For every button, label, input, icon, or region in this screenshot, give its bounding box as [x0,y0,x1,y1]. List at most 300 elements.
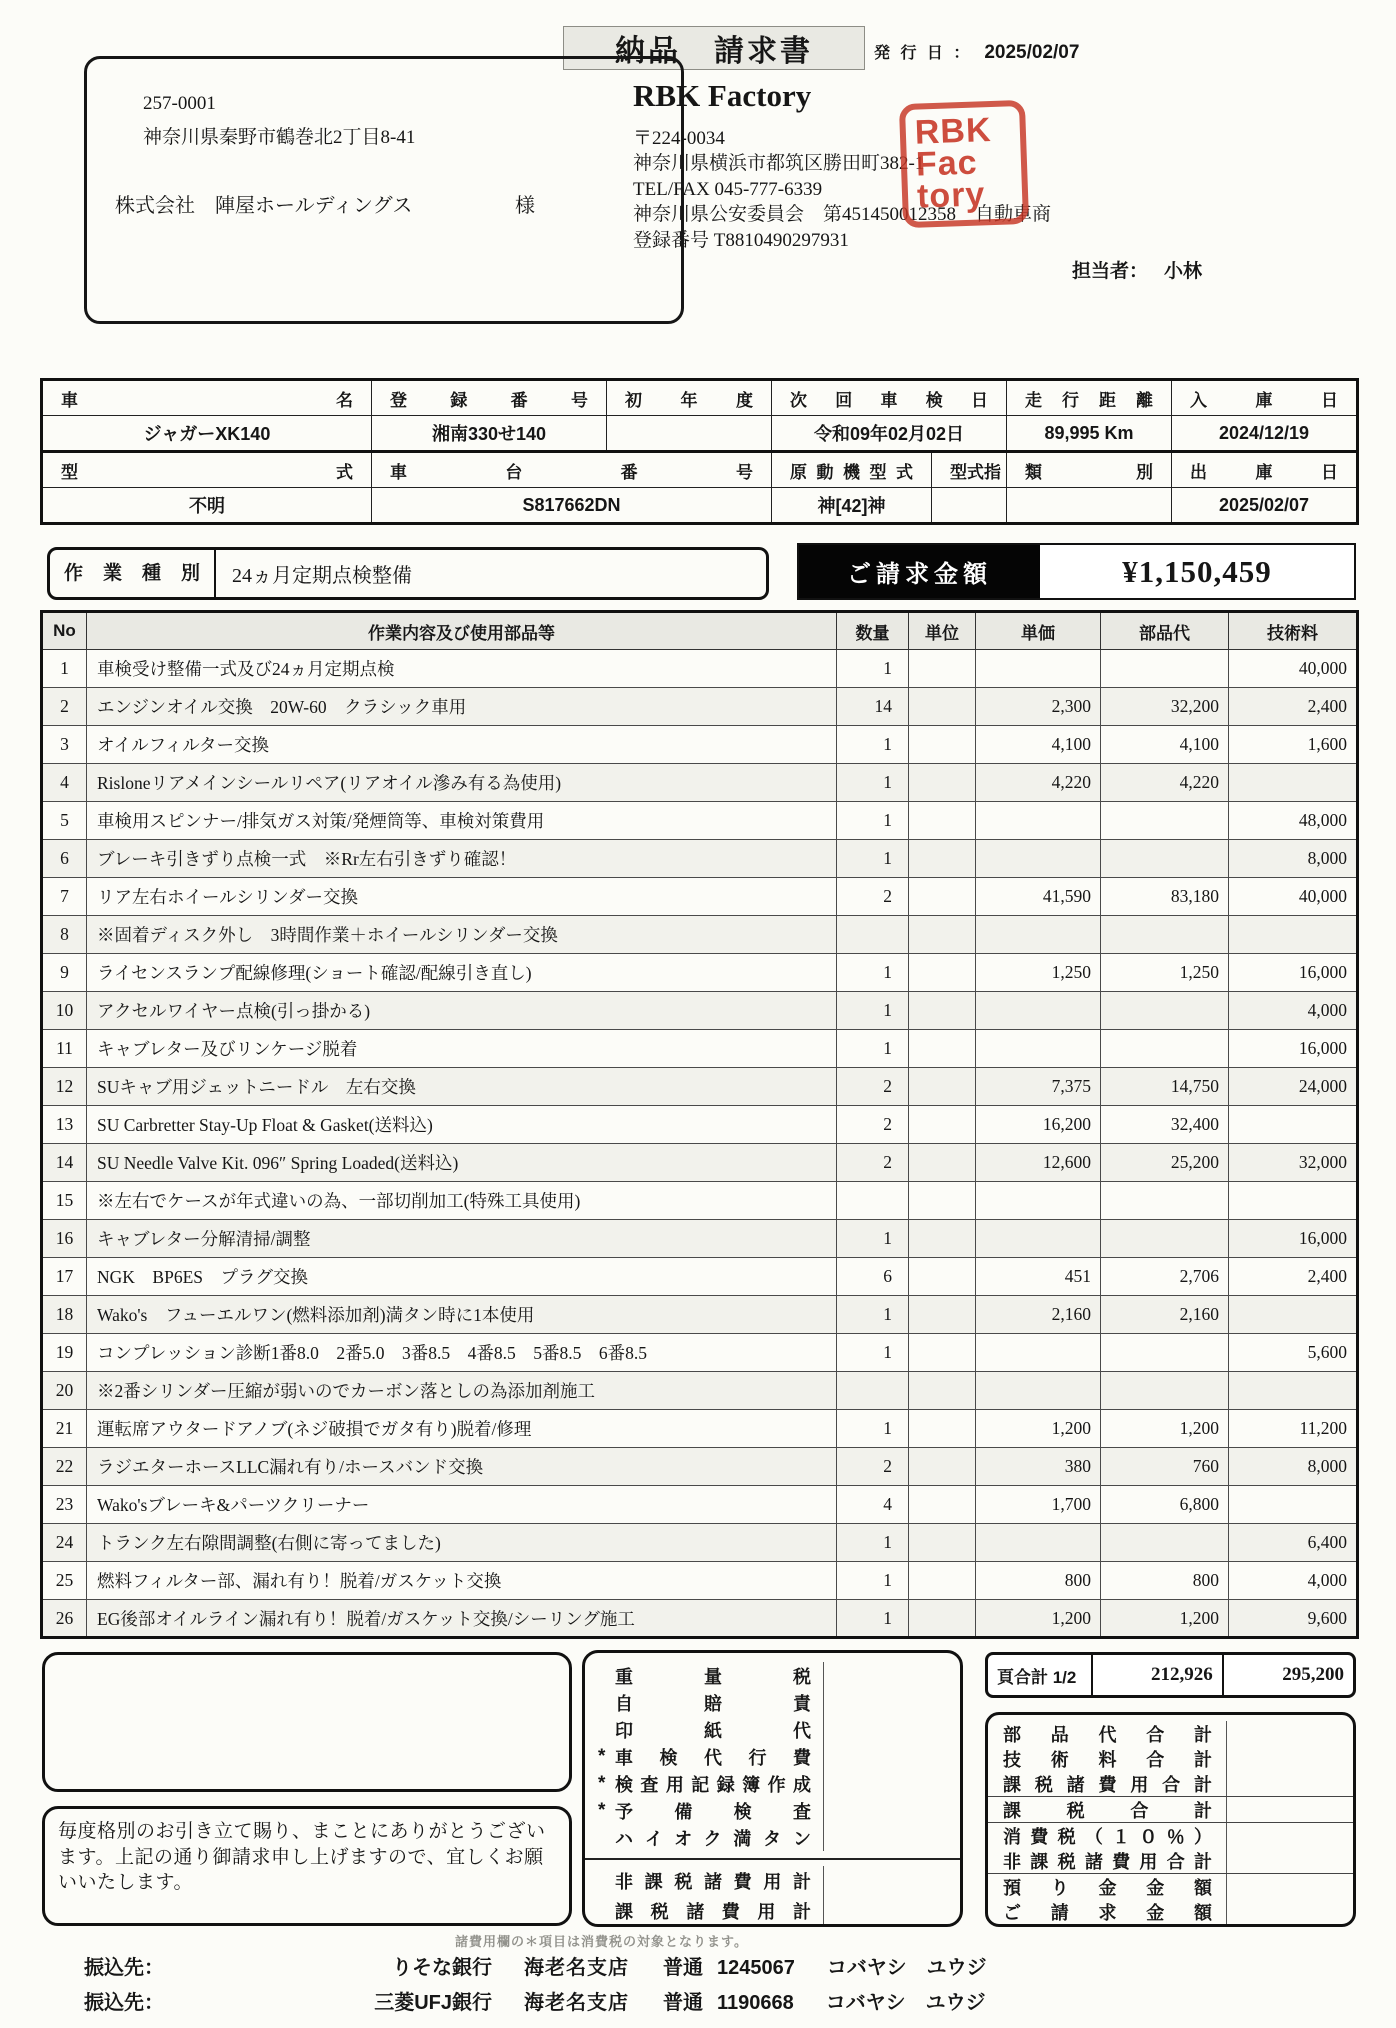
item-unit [909,1524,976,1562]
item-labor-cost: 9,600 [1229,1600,1358,1638]
fee-label: 予備検査 [615,1801,811,1822]
item-row [42,1448,1358,1486]
item-labor-cost: 2,400 [1229,688,1358,726]
vehicle-header-next-inspection: 次回車検日 [772,380,1007,416]
totals-value-cell [1226,1746,1353,1771]
fee-row-left [585,1868,823,1894]
page-total-parts: 212,926 [1091,1655,1222,1695]
item-no: 14 [42,1144,87,1182]
item-qty: 1 [837,992,909,1030]
item-parts-cost: 1,200 [1101,1410,1229,1448]
vehicle-model: 不明 [42,488,372,524]
vehicle-header-plate: 登録番号 [372,380,607,416]
item-unit [909,1486,976,1524]
vehicle-chassis-number: S817662DN [372,488,772,524]
item-unit [909,1448,976,1486]
item-no: 20 [42,1372,87,1410]
item-labor-cost: 1,600 [1229,726,1358,764]
item-no: 22 [42,1448,87,1486]
company-registration-number: 登録番号 T8810490297931 [633,229,849,251]
item-row [42,1296,1358,1334]
item-unit-price: 1,200 [976,1600,1101,1638]
item-row [42,802,1358,840]
item-no: 13 [42,1106,87,1144]
item-description: キャブレター分解清掃/調整 [87,1220,837,1258]
item-no: 21 [42,1410,87,1448]
fee-taxable-mark: * [598,1772,606,1794]
bank-transfer-line [84,1951,987,1980]
account-type: 普通 [663,1957,703,1979]
item-unit [909,1106,976,1144]
item-parts-cost [1101,802,1229,840]
item-labor-cost: 32,000 [1229,1144,1358,1182]
company-name: RBK Factory [633,78,812,113]
item-qty: 1 [837,840,909,878]
bank-branch: 海老名支店 [524,1957,629,1979]
item-description: リア左右ホイールシリンダー交換 [87,878,837,916]
item-unit-price: 1,200 [976,1410,1101,1448]
item-row [42,1030,1358,1068]
document-title: 納品 請求書 [563,26,865,70]
vehicle-header-model: 型式 [42,452,372,488]
item-labor-cost [1229,916,1358,954]
item-unit [909,992,976,1030]
item-description: コンプレッション診断1番8.0 2番5.0 3番8.5 4番8.5 5番8.5 6番8.5 [87,1334,837,1372]
vehicle-header-chassis: 車台番号 [372,452,772,488]
item-no: 16 [42,1220,87,1258]
item-qty: 2 [837,1106,909,1144]
vehicle-header-mileage: 走行距離 [1007,380,1172,416]
fees-box [582,1650,963,1927]
totals-row [988,1797,1353,1822]
fee-row [585,1866,960,1896]
vehicle-value-row-1 [42,416,1358,452]
item-labor-cost: 4,000 [1229,992,1358,1030]
item-unit-price: 1,250 [976,954,1101,992]
item-unit-price: 4,220 [976,764,1101,802]
fee-taxable-mark: * [598,1799,606,1821]
item-no: 23 [42,1486,87,1524]
item-no: 19 [42,1334,87,1372]
fee-value-cell [823,1662,960,1689]
item-parts-cost: 800 [1101,1562,1229,1600]
fee-row-left [585,1744,823,1770]
item-description: SU Needle Valve Kit. 096″ Spring Loaded(送料込) [87,1144,837,1182]
bank-name: りそな銀行 [392,1957,492,1979]
fee-label: 自賠責 [615,1693,811,1714]
item-labor-cost: 16,000 [1229,954,1358,992]
item-qty [837,916,909,954]
vehicle-first-year [607,416,772,452]
totals-value-cell [1226,1771,1353,1796]
item-unit-price: 380 [976,1448,1101,1486]
fee-row [585,1797,960,1824]
account-number: 1245067 [717,1957,795,1979]
vehicle-model-spec [932,488,1007,524]
item-no: 5 [42,802,87,840]
staff-name: 小林 [1164,261,1203,282]
totals-row [988,1771,1353,1796]
item-parts-cost [1101,1334,1229,1372]
item-row [42,1410,1358,1448]
totals-group [988,1721,1353,1796]
item-no: 2 [42,688,87,726]
item-no: 8 [42,916,87,954]
item-description: エンジンオイル交換 20W-60 クラシック車用 [87,688,837,726]
item-unit [909,764,976,802]
page-total-labor: 295,200 [1222,1655,1353,1695]
item-no: 6 [42,840,87,878]
work-items-table [40,610,1359,1639]
vehicle-header-first-year: 初年度 [607,380,772,416]
item-unit [909,726,976,764]
item-row [42,840,1358,878]
item-no: 25 [42,1562,87,1600]
totals-label: 課税合計 [1003,1800,1212,1821]
item-parts-cost: 83,180 [1101,878,1229,916]
item-qty [837,1372,909,1410]
item-unit [909,1334,976,1372]
item-labor-cost: 40,000 [1229,878,1358,916]
item-row [42,1524,1358,1562]
items-header-description: 作業内容及び使用部品等 [87,612,837,650]
item-qty: 1 [837,1524,909,1562]
staff-label: 担当者： [1072,261,1149,282]
stamp-text-line: RBK [914,111,993,152]
item-unit-price [976,1220,1101,1258]
item-labor-cost [1229,1372,1358,1410]
fees-items [585,1662,960,1851]
item-unit [909,1410,976,1448]
item-qty: 1 [837,1296,909,1334]
vehicle-info-table [40,378,1359,525]
item-parts-cost: 4,100 [1101,726,1229,764]
item-labor-cost: 48,000 [1229,802,1358,840]
item-row [42,992,1358,1030]
item-unit-price: 2,300 [976,688,1101,726]
item-parts-cost [1101,916,1229,954]
company-stamp [899,100,1029,228]
item-description: ※2番シリンダー圧縮が弱いのでカーボン落としの為添加剤施工 [87,1372,837,1410]
item-description: 車検受け整備一式及び24ヵ月定期点検 [87,650,837,688]
totals-label: 課税諸費用合計 [1003,1774,1212,1795]
item-qty: 14 [837,688,909,726]
item-description: 運転席アウタードアノブ(ネジ破損でガタ有り)脱着/修理 [87,1410,837,1448]
bank-name: 三菱UFJ銀行 [374,1992,492,2014]
items-header-row [42,612,1358,650]
item-description: 燃料フィルター部、漏れ有り！脱着/ガスケット交換 [87,1562,837,1600]
vehicle-name: ジャガーXK140 [42,416,372,452]
fee-row-left [585,1771,823,1797]
company-tel-fax: TEL/FAX 045-777-6339 [633,178,823,200]
item-description: トランク左右隙間調整(右側に寄ってました) [87,1524,837,1562]
customer-honorific: 様 [515,195,535,217]
work-type-value: 24ヵ月定期点検整備 [232,565,412,587]
item-parts-cost [1101,840,1229,878]
totals-group [988,1822,1353,1873]
item-no: 11 [42,1030,87,1068]
item-parts-cost: 760 [1101,1448,1229,1486]
vehicle-class [1007,488,1172,524]
item-parts-cost [1101,1220,1229,1258]
item-row [42,726,1358,764]
item-qty: 1 [837,1562,909,1600]
totals-row [988,1874,1353,1899]
item-unit [909,1182,976,1220]
item-unit [909,1562,976,1600]
item-row [42,688,1358,726]
fee-row [585,1689,960,1716]
fee-row-left [585,1690,823,1716]
item-description: ※左右でケースが年式違いの為、一部切削加工(特殊工具使用) [87,1182,837,1220]
vehicle-next-inspection: 令和09年02月02日 [772,416,1007,452]
item-description: ブレーキ引きずり点検一式 ※Rr左右引きずり確認！ [87,840,837,878]
totals-value-cell [1226,1874,1353,1899]
item-parts-cost: 1,250 [1101,954,1229,992]
item-unit [909,954,976,992]
item-description: SU Carbretter Stay-Up Float & Gasket(送料込) [87,1106,837,1144]
item-parts-cost: 2,160 [1101,1296,1229,1334]
issue-date-block [874,40,1079,64]
item-description: ライセンスランプ配線修理(ショート確認/配線引き直し) [87,954,837,992]
item-row [42,1486,1358,1524]
item-no: 15 [42,1182,87,1220]
item-qty: 6 [837,1258,909,1296]
item-qty: 1 [837,764,909,802]
item-no: 4 [42,764,87,802]
item-parts-cost [1101,650,1229,688]
fee-label: 印紙代 [615,1720,811,1741]
fee-row [585,1896,960,1926]
item-unit-price: 41,590 [976,878,1101,916]
fee-row-left [585,1825,823,1851]
fees-footnote: 諸費用欄の＊項目は消費税の対象となります。 [455,1934,748,1949]
memo-box [42,1652,572,1792]
fee-row [585,1716,960,1743]
totals-value-cell [1226,1797,1353,1822]
greeting-box: 毎度格別のお引き立て賜り、まことにありがとうございます。上記の通り御請求申し上げますので、宜しくお願いいたします。 [42,1806,572,1926]
items-header-labor-cost: 技術料 [1229,612,1358,650]
fee-row [585,1770,960,1797]
item-row [42,916,1358,954]
item-labor-cost: 2,400 [1229,1258,1358,1296]
fee-value-cell [823,1743,960,1770]
item-no: 24 [42,1524,87,1562]
items-header-no: No [42,612,87,650]
item-no: 7 [42,878,87,916]
item-unit-price [976,802,1101,840]
fee-taxable-mark: * [598,1745,606,1767]
fee-row-left [585,1717,823,1743]
item-unit [909,916,976,954]
page-total-bar [985,1652,1356,1698]
item-parts-cost [1101,1372,1229,1410]
item-description: オイルフィルター交換 [87,726,837,764]
item-unit [909,1144,976,1182]
vehicle-mileage: 89,995 Km [1007,416,1172,452]
item-qty: 1 [837,802,909,840]
item-unit [909,650,976,688]
item-row [42,1182,1358,1220]
fee-row-left [585,1663,823,1689]
vehicle-header-class: 類別 [1007,452,1172,488]
item-unit [909,1258,976,1296]
item-qty: 2 [837,878,909,916]
item-unit [909,878,976,916]
items-header-unit: 単位 [909,612,976,650]
item-description: キャブレター及びリンケージ脱着 [87,1030,837,1068]
totals-group [988,1796,1353,1822]
totals-label: 部品代合計 [1003,1724,1212,1745]
item-labor-cost: 24,000 [1229,1068,1358,1106]
item-row [42,1562,1358,1600]
totals-label: 技術料合計 [1003,1749,1212,1770]
account-holder: コバヤシ ユウジ [826,1957,987,1979]
account-type: 普通 [663,1992,703,2014]
page-total-label: 頁合計 1/2 [997,1667,1077,1687]
fees-subtotals [585,1858,960,1926]
item-qty: 2 [837,1068,909,1106]
item-parts-cost: 1,200 [1101,1600,1229,1638]
work-type-label: 作業種別 [50,550,216,597]
vehicle-date-out: 2025/02/07 [1172,488,1358,524]
item-parts-cost: 25,200 [1101,1144,1229,1182]
items-header-unit-price: 単価 [976,612,1101,650]
fee-value-cell [823,1770,960,1797]
item-qty: 1 [837,1600,909,1638]
item-description: SUキャブ用ジェットニードル 左右交換 [87,1068,837,1106]
fee-value-cell [823,1797,960,1824]
item-unit-price [976,1372,1101,1410]
item-no: 17 [42,1258,87,1296]
item-unit [909,840,976,878]
totals-row [988,1899,1353,1924]
totals-value-cell [1226,1848,1353,1873]
item-parts-cost: 4,220 [1101,764,1229,802]
customer-address-box [84,56,684,324]
item-unit-price [976,840,1101,878]
item-no: 12 [42,1068,87,1106]
item-qty: 2 [837,1448,909,1486]
fee-label: 車検代行費 [615,1747,811,1768]
item-no: 18 [42,1296,87,1334]
items-table-body [42,650,1358,1638]
vehicle-value-row-2 [42,488,1358,524]
item-no: 9 [42,954,87,992]
item-parts-cost: 32,400 [1101,1106,1229,1144]
item-row [42,1144,1358,1182]
fee-label: 課税諸費用計 [615,1902,811,1922]
item-labor-cost: 6,400 [1229,1524,1358,1562]
item-unit-price: 800 [976,1562,1101,1600]
fee-value-cell [823,1689,960,1716]
item-qty: 1 [837,1334,909,1372]
item-description: Risloneリアメインシールリペア(リアオイル滲み有る為使用) [87,764,837,802]
totals-group [988,1873,1353,1924]
fee-value-cell [823,1716,960,1743]
item-unit-price: 12,600 [976,1144,1101,1182]
item-parts-cost [1101,992,1229,1030]
bank-transfer-label: 振込先： [84,1992,164,2014]
item-qty: 1 [837,650,909,688]
item-no: 1 [42,650,87,688]
item-unit-price [976,650,1101,688]
item-row [42,1106,1358,1144]
issue-date-value: 2025/02/07 [984,42,1080,63]
stamp-text-line: tory [916,175,986,216]
item-unit [909,1068,976,1106]
item-labor-cost: 16,000 [1229,1220,1358,1258]
item-unit-price: 2,160 [976,1296,1101,1334]
item-unit-price: 7,375 [976,1068,1101,1106]
grand-totals-box [985,1712,1356,1927]
fee-label: ハイオク満タン [615,1828,811,1849]
item-description: NGK BP6ES プラグ交換 [87,1258,837,1296]
item-description: ※固着ディスク外し 3時間作業＋ホイールシリンダー交換 [87,916,837,954]
item-labor-cost: 5,600 [1229,1334,1358,1372]
bank-branch: 海老名支店 [524,1992,629,2014]
customer-postal-code: 257-0001 [143,93,216,114]
item-parts-cost [1101,1524,1229,1562]
fee-row-left [585,1798,823,1824]
stamp-text-line: Fac [915,143,979,184]
item-labor-cost: 16,000 [1229,1030,1358,1068]
item-unit [909,1372,976,1410]
item-unit [909,802,976,840]
item-labor-cost [1229,1106,1358,1144]
company-postal-code: 〒224-0034 [633,128,725,149]
invoice-amount-label: ご請求金額 [799,545,1040,598]
item-no: 3 [42,726,87,764]
totals-value-cell [1226,1823,1353,1848]
item-qty: 2 [837,1144,909,1182]
item-unit-price [976,1524,1101,1562]
item-qty: 1 [837,954,909,992]
item-labor-cost [1229,1182,1358,1220]
item-qty: 1 [837,726,909,764]
vehicle-header-date-out: 出庫日 [1172,452,1358,488]
item-parts-cost: 2,706 [1101,1258,1229,1296]
bank-lines [84,1951,987,2015]
totals-value-cell [1226,1899,1353,1924]
item-unit-price: 16,200 [976,1106,1101,1144]
vehicle-header-engine-model: 原動機型式 [772,452,932,488]
customer-address: 神奈川県秦野市鶴巻北2丁目8-41 [143,127,416,148]
item-unit [909,1600,976,1638]
item-parts-cost: 32,200 [1101,688,1229,726]
item-unit-price: 451 [976,1258,1101,1296]
item-qty: 1 [837,1220,909,1258]
item-unit-price [976,1334,1101,1372]
fee-label: 重量税 [615,1666,811,1687]
item-parts-cost: 6,800 [1101,1486,1229,1524]
work-type-box [47,547,769,600]
totals-row [988,1848,1353,1873]
fee-row [585,1743,960,1770]
item-row [42,1258,1358,1296]
totals-label: 預り金金額 [1003,1877,1212,1898]
item-unit-price [976,916,1101,954]
items-header-parts-cost: 部品代 [1101,612,1229,650]
item-labor-cost: 11,200 [1229,1410,1358,1448]
items-header-qty: 数量 [837,612,909,650]
totals-label: ご請求金額 [1003,1902,1212,1923]
item-labor-cost [1229,1296,1358,1334]
totals-label: 非課税諸費用合計 [1003,1851,1212,1872]
bank-transfer-label: 振込先： [84,1957,164,1979]
vehicle-header-date-in: 入庫日 [1172,380,1358,416]
fee-row-left [585,1898,823,1924]
